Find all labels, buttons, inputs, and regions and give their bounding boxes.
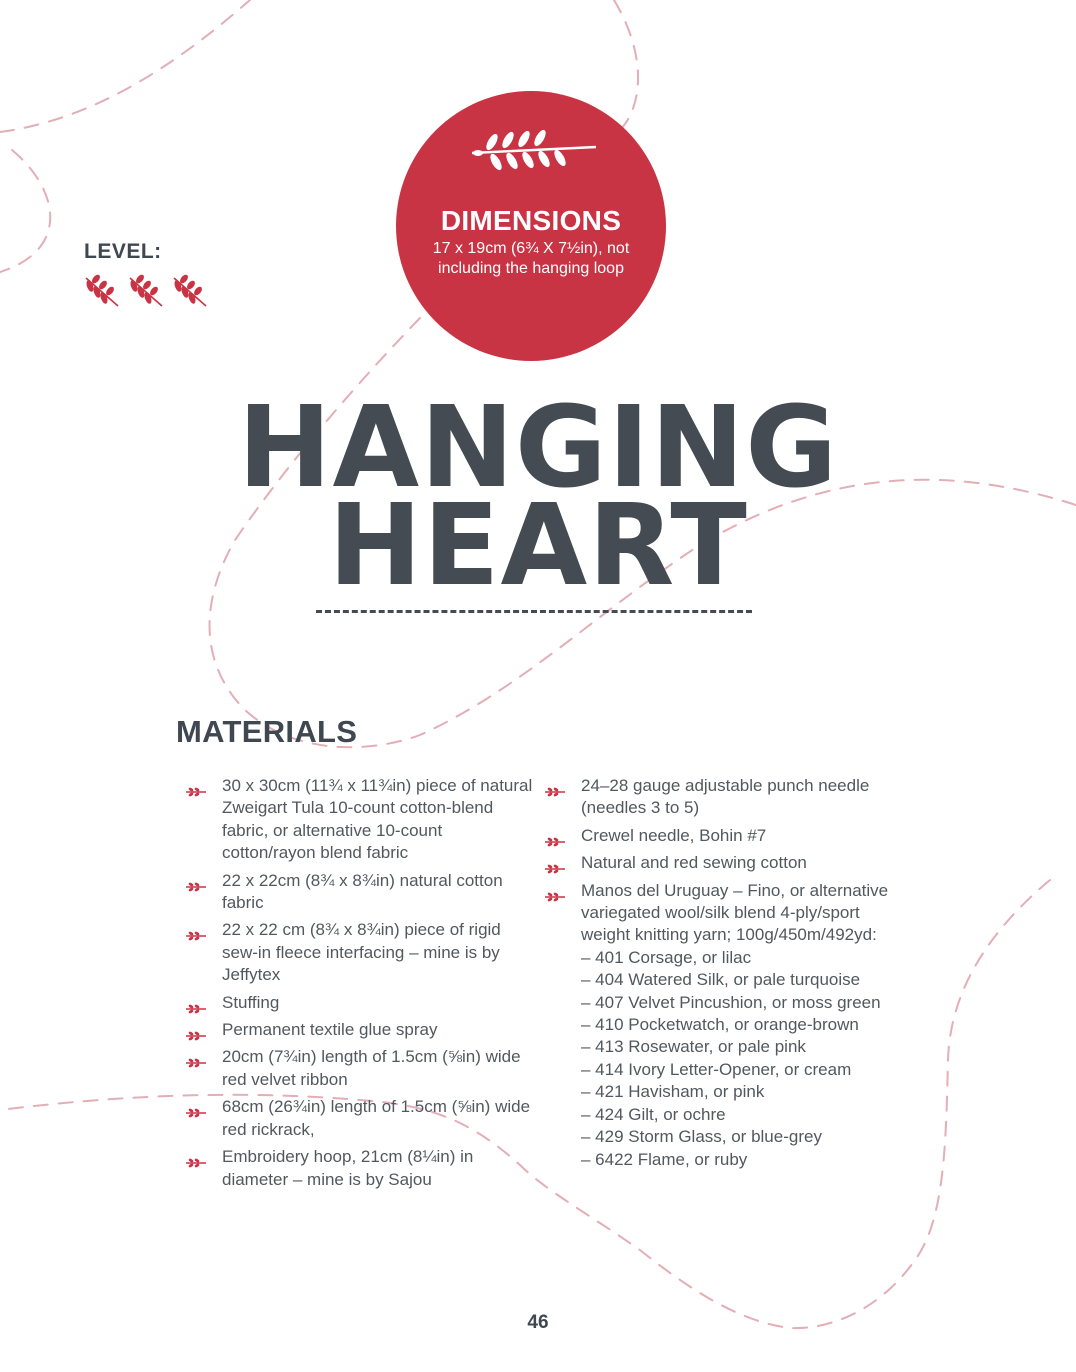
stitch-line-top-right [614, 0, 638, 130]
list-item [545, 852, 905, 874]
yarn-colour: – 401 Corsage, or lilac [581, 947, 752, 967]
materials-list-left [186, 775, 536, 1196]
level-rating [84, 274, 210, 308]
material-text: 68cm (26¾in) length of 1.5cm (⅝in) wide red rickrack, [222, 1097, 531, 1139]
page-number: 46 [527, 1312, 549, 1333]
list-item [186, 1096, 536, 1141]
dimensions-title: DIMENSIONS [440, 205, 622, 236]
arrow-bullet-icon [186, 1152, 206, 1174]
level-label: LEVEL: [84, 240, 162, 263]
list-item [545, 825, 905, 847]
dimensions-badge [396, 91, 666, 361]
list-item [186, 775, 536, 865]
leaf-sprig-icon [84, 274, 122, 308]
arrow-bullet-icon [186, 998, 206, 1020]
yarn-colour: – 414 Ivory Letter-Opener, or cream [581, 1059, 852, 1079]
material-text: 22 x 22cm (8¾ x 8¾in) natural cotton fabric [222, 870, 503, 913]
material-text: 20cm (7¾in) length of 1.5cm (⅝in) wide red velvet ribbon [222, 1047, 521, 1089]
arrow-bullet-icon [545, 831, 565, 853]
material-text: Embroidery hoop, 21cm (8¼in) in diameter – mine is by Sajou [222, 1147, 474, 1189]
arrow-bullet-icon [186, 1052, 206, 1074]
arrow-bullet-icon [186, 876, 206, 898]
arrow-bullet-icon [545, 781, 565, 803]
material-text: Manos del Uruguay – Fino, or alternative variegated wool/silk blend 4-ply/sport weight knitting yarn; 100g/450m/492yd: [581, 880, 889, 945]
arrow-bullet-icon [545, 886, 565, 908]
material-text: Natural and red sewing cotton [581, 853, 807, 873]
stitch-line-top-left [0, 0, 250, 132]
list-item [186, 1146, 536, 1191]
leaf-sprig-icon [172, 274, 210, 308]
arrow-bullet-icon [186, 1102, 206, 1124]
list-item [545, 880, 905, 1171]
yarn-colour: – 6422 Flame, or ruby [581, 1149, 748, 1169]
list-item [186, 870, 536, 915]
material-text: 22 x 22 cm (8¾ x 8¾in) piece of rigid sew-in fleece interfacing – mine is by Jeffytex [222, 920, 501, 985]
level-indicator [84, 240, 210, 308]
arrow-bullet-icon [186, 1025, 206, 1047]
yarn-colour: – 424 Gilt, or ochre [581, 1104, 726, 1124]
leaf-sprig-icon [128, 274, 166, 308]
page-title-line-2: HEART [328, 481, 748, 611]
list-item [545, 775, 905, 820]
yarn-colour: – 407 Velvet Pincushion, or moss green [581, 992, 881, 1012]
list-item [186, 992, 536, 1014]
dimensions-text: 17 x 19cm (6¾ X 7½in), not including the hanging loop [432, 240, 630, 277]
yarn-colour: – 404 Watered Silk, or pale turquoise [581, 970, 861, 990]
material-text: Permanent textile glue spray [222, 1020, 438, 1040]
list-item [186, 1046, 536, 1091]
arrow-bullet-icon [186, 925, 206, 947]
materials-list-right [545, 775, 905, 1176]
yarn-colour: – 429 Storm Glass, or blue-grey [581, 1127, 822, 1147]
list-item [186, 919, 536, 986]
material-text: 24–28 gauge adjustable punch needle (needles 3 to 5) [581, 776, 870, 818]
material-text: 30 x 30cm (11¾ x 11¾in) piece of natural Zweigart Tula 10-count cotton-blend fabric, or alternative 10-count cotton/rayon blend fabric [222, 776, 533, 863]
stitch-line-left-loop [0, 150, 50, 272]
materials-heading: MATERIALS [176, 714, 358, 749]
material-text: Crewel needle, Bohin #7 [581, 825, 767, 845]
branch-icon [468, 129, 598, 173]
arrow-bullet-icon [545, 858, 565, 880]
list-item [186, 1019, 536, 1041]
title-dashed-rule [316, 610, 752, 613]
yarn-colour: – 421 Havisham, or pink [581, 1082, 765, 1102]
material-text: Stuffing [222, 992, 280, 1012]
arrow-bullet-icon [186, 781, 206, 803]
yarn-colour: – 413 Rosewater, or pale pink [581, 1037, 806, 1057]
page-title-line-1: HANGING [237, 383, 839, 513]
yarn-colour: – 410 Pocketwatch, or orange-brown [581, 1015, 859, 1035]
